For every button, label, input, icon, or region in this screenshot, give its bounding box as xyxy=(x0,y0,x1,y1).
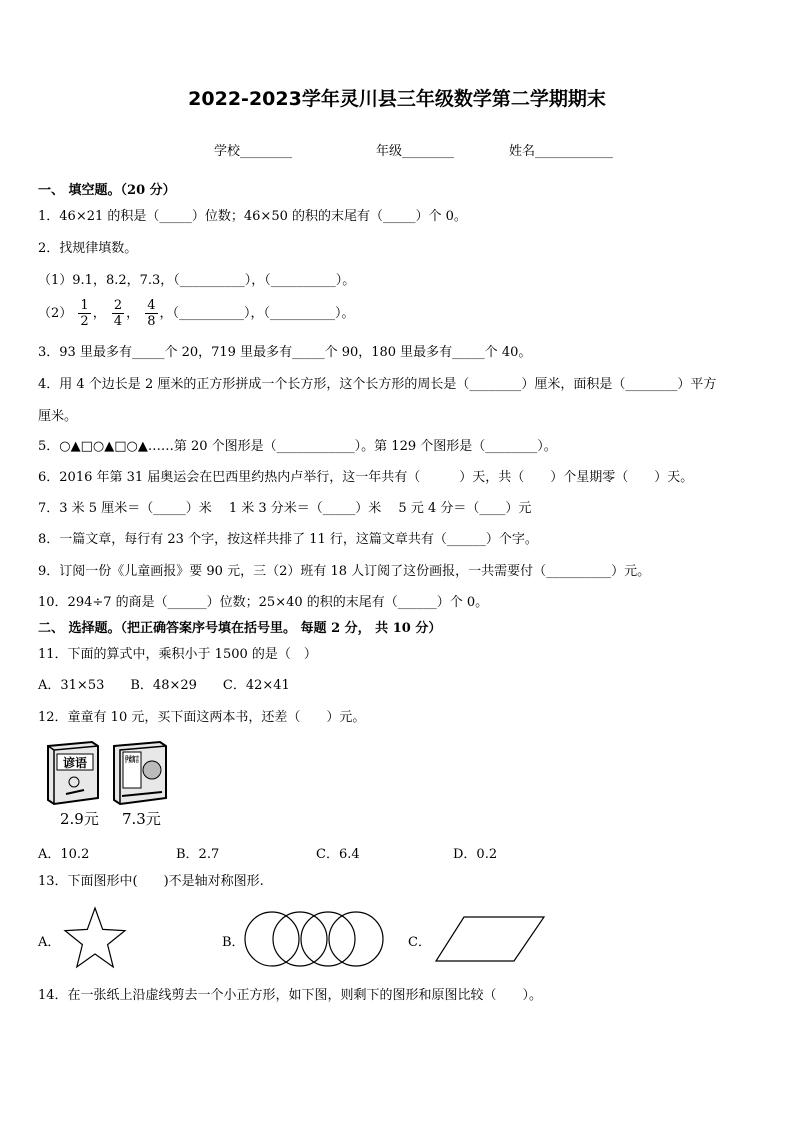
question-8: 8．一篇文章，每行有 23 个字，按这样共排了 11 行，这篇文章共有（______）个字。 xyxy=(38,532,538,547)
question-4: 4．用 4 个边长是 2 厘米的正方形拼成一个长方形，这个长方形的周长是（________）厘米，面积是（________）平方 xyxy=(38,377,717,392)
book-2-cover-text xyxy=(125,754,139,764)
book-1-cover-text: 谚语 xyxy=(62,756,88,770)
school-field: 学校________ xyxy=(214,144,293,159)
q2-2-tail: ，（__________），（__________）。 xyxy=(159,306,355,321)
question-9: 9．订阅一份《儿童画报》要 90 元，三（2）班有 18 人订阅了这份画报，一共需要付（__________）元。 xyxy=(38,564,651,579)
question-4-continued: 厘米。 xyxy=(38,409,78,424)
parallelogram-shape xyxy=(434,915,546,963)
q12-option-d: D．0.2 xyxy=(453,847,498,862)
book-2-price: 7.3元 xyxy=(122,810,161,828)
name-field: 姓名____________ xyxy=(509,144,614,159)
q12-option-a: A．10.2 xyxy=(38,847,90,862)
grade-field: 年级________ xyxy=(376,144,455,159)
book-1-price: 2.9元 xyxy=(60,810,99,828)
page-title: 2022-2023学年灵川县三年级数学第二学期期末 xyxy=(188,88,606,110)
question-10: 10．294÷7 的商是（______）位数；25×40 的积的末尾有（______）个 0。 xyxy=(38,595,489,610)
aesop-fables-book-image xyxy=(110,740,172,808)
q13-option-c-label: C． xyxy=(408,935,431,950)
question-5: 5．○▲□○▲□○▲……第 20 个图形是（____________）。第 129 个图形是（________）。 xyxy=(38,439,557,454)
question-1: 1．46×21 的积是（_____）位数；46×50 的积的末尾有（_____）个 0。 xyxy=(38,209,467,224)
q13-option-b-label: B． xyxy=(222,935,245,950)
question-11: 11．下面的算式中，乘积小于 1500 的是（ ） xyxy=(38,647,317,662)
proverb-book-image xyxy=(44,740,104,808)
q13-option-a-label: A． xyxy=(38,935,61,950)
question-13: 13．下面图形中( )不是轴对称图形. xyxy=(38,874,264,889)
fraction-2: $\frac{2}{4}$ xyxy=(113,298,123,329)
fraction-1: $\frac{1}{2}$ xyxy=(80,298,89,329)
q12-option-b: B．2.7 xyxy=(176,847,220,862)
fraction-3: $\frac{4}{8}$ xyxy=(147,298,156,329)
q2-2-label: （2） xyxy=(38,306,73,321)
section-fill-blank-heading: 一、 填空题。（20 分） xyxy=(38,183,176,198)
star-shape xyxy=(62,906,128,970)
question-7: 7．3 米 5 厘米＝（_____）米 1 米 3 分米＝（_____）米 5 元 4 分＝（____）元 xyxy=(38,501,532,516)
question-2-part-2: （2） $\frac{1}{2}$ ， $\frac{2}{4}$ ， $\frac{4}{8}$ ，（__________），（__________）。 xyxy=(38,298,355,329)
question-12: 12．童童有 10 元，买下面这两本书，还差（ ）元。 xyxy=(38,710,366,725)
question-14: 14．在一张纸上沿虚线剪去一个小正方形，如下图，则剩下的图形和原图比较（ ）。 xyxy=(38,988,543,1003)
question-6: 6．2016 年第 31 届奥运会在巴西里约热内卢举行，这一年共有（ ）天，共（ ）个星期零（ ）天。 xyxy=(38,470,694,485)
question-11-options: A．31×53 B．48×29 C．42×41 xyxy=(38,678,290,693)
question-2-part-1: （1）9.1，8.2，7.3，（__________），（__________）。 xyxy=(38,273,356,288)
question-3: 3．93 里最多有_____个 20，719 里最多有_____个 90，180 里最多有_____个 40。 xyxy=(38,345,532,360)
question-2: 2．找规律填数。 xyxy=(38,241,138,256)
q12-option-c: C．6.4 xyxy=(316,847,360,862)
section-choice-heading: 二、 选择题。（把正确答案序号填在括号里。 每题 2 分， 共 10 分） xyxy=(38,621,442,636)
four-circles-shape xyxy=(244,910,386,968)
